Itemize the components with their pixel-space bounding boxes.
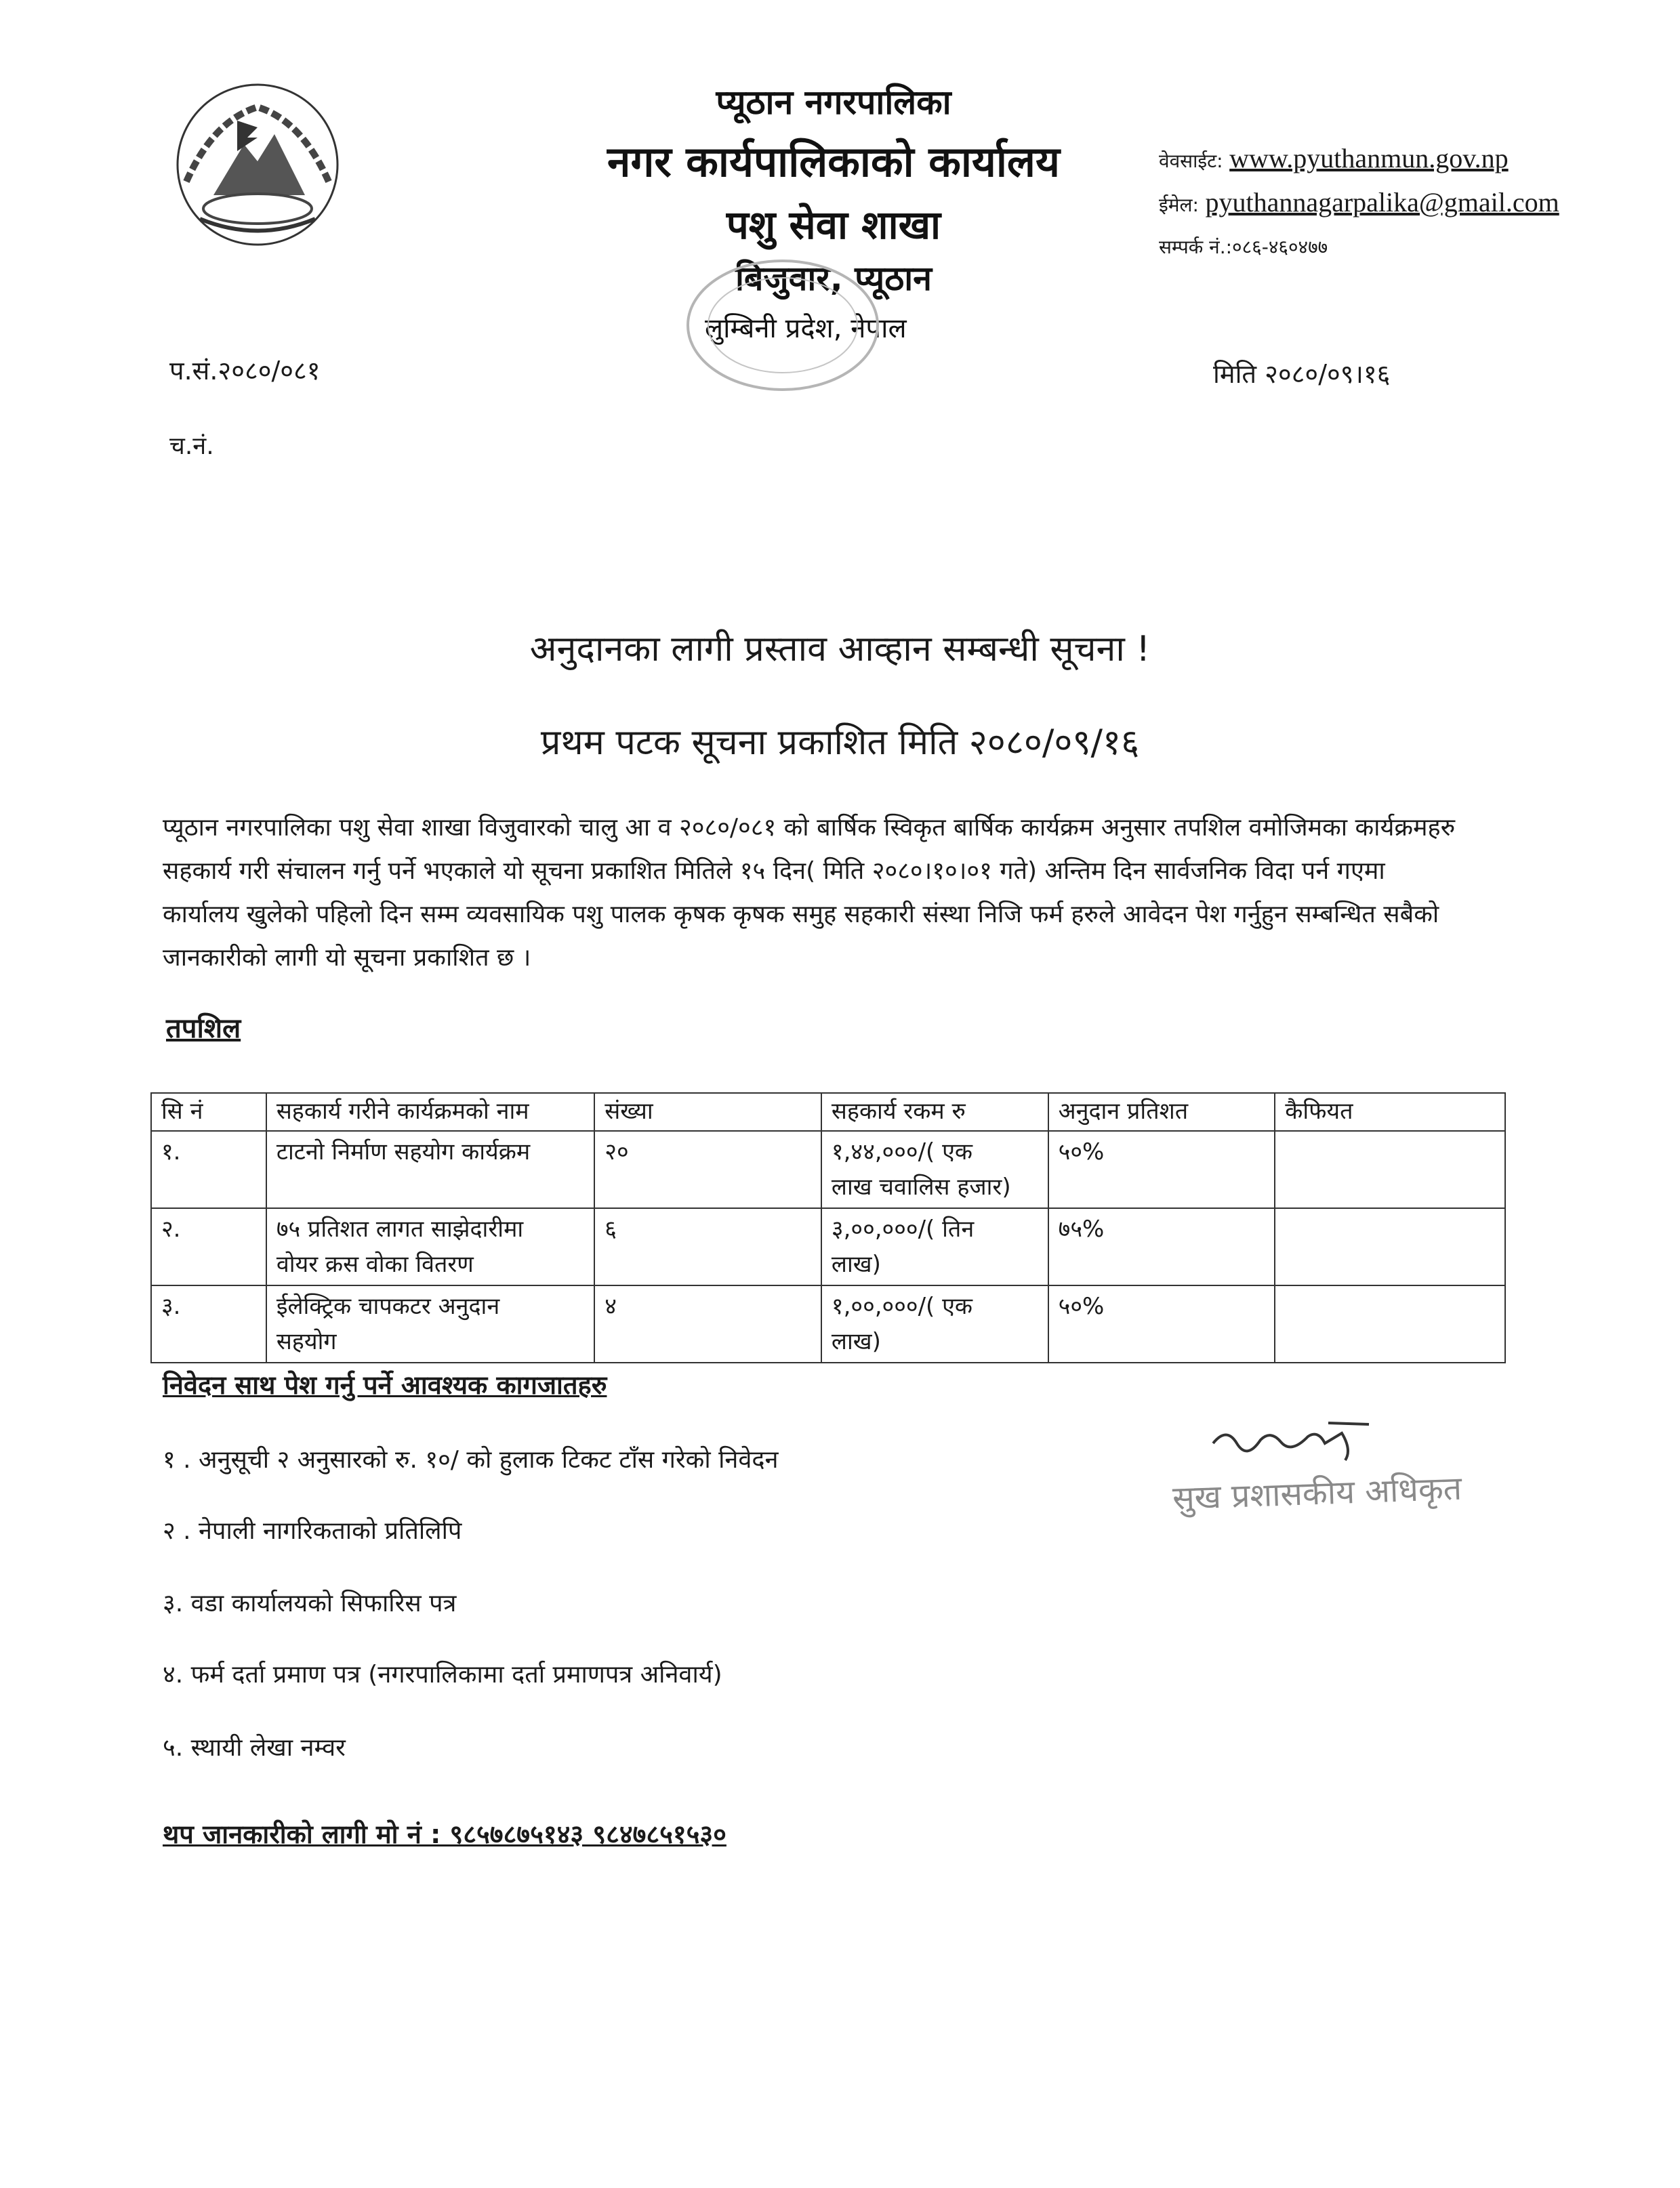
cell-amount [821, 1285, 1048, 1363]
contact-numbers: थप जानकारीको लागी मो नं : ९८५७८७५१४३ ९८४७८५१५३० [163, 1819, 726, 1849]
cell-percent: ५०% [1048, 1131, 1275, 1208]
cell-amount [821, 1131, 1048, 1208]
cell-remarks [1275, 1208, 1505, 1285]
reference-number: प.सं.२०८०/०८१ [169, 356, 321, 386]
header-percent: अनुदान प्रतिशत [1048, 1093, 1275, 1131]
document-item: २ . नेपाली नागरिकताको प्रतिलिपि [163, 1517, 462, 1545]
cell-count: २० [594, 1131, 821, 1208]
location: बिजुवार, प्यूठान [735, 259, 932, 298]
phone-number: ०८६-४६०४७७ [1232, 236, 1328, 258]
table-row [151, 1285, 1505, 1363]
document-item: ३. वडा कार्यालयको सिफारिस पत्र [163, 1590, 457, 1617]
amount-line: लाख) [831, 1328, 881, 1355]
table-header-row [151, 1093, 1505, 1131]
cell-remarks [1275, 1285, 1505, 1363]
email-label: ईमेल: [1159, 194, 1199, 216]
body-line: सहकार्य गरी संचालन गर्नु पर्ने भएकाले यो सूचना प्रकाशित मितिले १५ दिन( मिति २०८०।१०।०१ गते) अन्तिम दिन सार्वजनिक विदा पर्न गएमा [163, 857, 1385, 885]
cell-sn: ३. [151, 1285, 266, 1363]
amount-line: १,००,०००/( एक [831, 1293, 973, 1320]
program-line: ईलेक्ट्रिक चापकटर अनुदान [276, 1293, 500, 1320]
notice-subtitle: प्रथम पटक सूचना प्रकाशित मिति २०८०/०९/१६ [540, 722, 1140, 763]
officer-title: सुख प्रशासकीय अधिकृत [1172, 1469, 1462, 1518]
cell-program [266, 1208, 594, 1285]
notice-body [163, 806, 1525, 980]
cell-sn: १. [151, 1131, 266, 1208]
phone-label: सम्पर्क नं.: [1159, 236, 1233, 258]
website-link[interactable]: www.pyuthanmun.gov.np [1229, 143, 1509, 173]
phone-line [1159, 234, 1328, 260]
cell-count: ६ [594, 1208, 821, 1285]
amount-line: १,४४,०००/( एक [831, 1138, 973, 1165]
cell-program [266, 1131, 594, 1208]
amount-line: लाख) [831, 1251, 881, 1278]
cell-count: ४ [594, 1285, 821, 1363]
header-program: सहकार्य गरीने कार्यक्रमको नाम [266, 1093, 594, 1131]
amount-line: ३,००,०००/( तिन [831, 1216, 975, 1243]
letter-date: मिति २०८०/०९।१६ [1213, 359, 1391, 389]
document-item: १ . अनुसूची २ अनुसारको रु. १०/ को हुलाक टिकट टाँस गरेको निवेदन [163, 1446, 779, 1474]
program-table [150, 1092, 1506, 1363]
cell-percent: ७५% [1048, 1208, 1275, 1285]
nepal-emblem-icon [173, 80, 342, 249]
program-line: ७५ प्रतिशत लागत साझेदारीमा [276, 1216, 524, 1243]
schedule-heading: तपशिल [166, 1013, 241, 1044]
cell-amount [821, 1208, 1048, 1285]
cell-remarks [1275, 1131, 1505, 1208]
office-name: नगर कार्यपालिकाको कार्यालय [607, 137, 1060, 186]
header-amount: सहकार्य रकम रु [821, 1093, 1048, 1131]
table-row [151, 1208, 1505, 1285]
notice-title: अनुदानका लागी प्रस्ताव आव्हान सम्बन्धी सूचना ! [529, 629, 1151, 669]
website-line [1159, 142, 1509, 174]
documents-heading: निवेदन साथ पेश गर्नु पर्ने आवश्यक कागजातहरु [163, 1370, 607, 1400]
document-item: ५. स्थायी लेखा नम्वर [163, 1734, 346, 1762]
body-line: प्यूठान नगरपालिका पशु सेवा शाखा विजुवारको चालु आ व २०८०/०८१ को बार्षिक स्विकृत बार्षिक कार्यक्रम अनुसार तपशिल वमोजिमका कार्यक्रमहरु [163, 814, 1456, 842]
province: लुम्बिनी प्रदेश, नेपाल [705, 313, 907, 344]
header-count: संख्या [594, 1093, 821, 1131]
section-name: पशु सेवा शाखा [726, 202, 941, 248]
cell-sn: २. [151, 1208, 266, 1285]
document-item: ४. फर्म दर्ता प्रमाण पत्र (नगरपालिकामा दर्ता प्रमाणपत्र अनिवार्य) [163, 1661, 722, 1689]
program-line: सहयोग [276, 1328, 337, 1355]
table-row [151, 1131, 1505, 1208]
cell-percent: ५०% [1048, 1285, 1275, 1363]
municipality-name: प्यूठान नगरपालिका [716, 83, 951, 122]
body-line: जानकारीको लागी यो सूचना प्रकाशित छ । [163, 944, 531, 972]
header-sn: सि नं [151, 1093, 266, 1131]
amount-line: लाख चवालिस हजार) [831, 1174, 1011, 1201]
email-link[interactable]: pyuthannagarpalika@gmail.com [1205, 187, 1559, 218]
dispatch-number: च.नं. [169, 432, 214, 460]
office-stamp-icon [678, 251, 888, 400]
cell-program [266, 1285, 594, 1363]
program-line: वोयर क्रस वोका वितरण [276, 1251, 474, 1278]
program-line: टाटनो निर्माण सहयोग कार्यक्रम [276, 1138, 531, 1165]
email-line [1159, 186, 1559, 218]
signature-icon [1206, 1409, 1382, 1470]
header-remarks: कैफियत [1275, 1093, 1505, 1131]
website-label: वेवसाईट: [1159, 150, 1223, 172]
body-line: कार्यालय खुलेको पहिलो दिन सम्म व्यवसायिक पशु पालक कृषक कृषक समुह सहकारी संस्था निजि फर्म हरुले आवेदन पेश गर्नुहुन सम्बन्धित सबैको [163, 901, 1439, 928]
